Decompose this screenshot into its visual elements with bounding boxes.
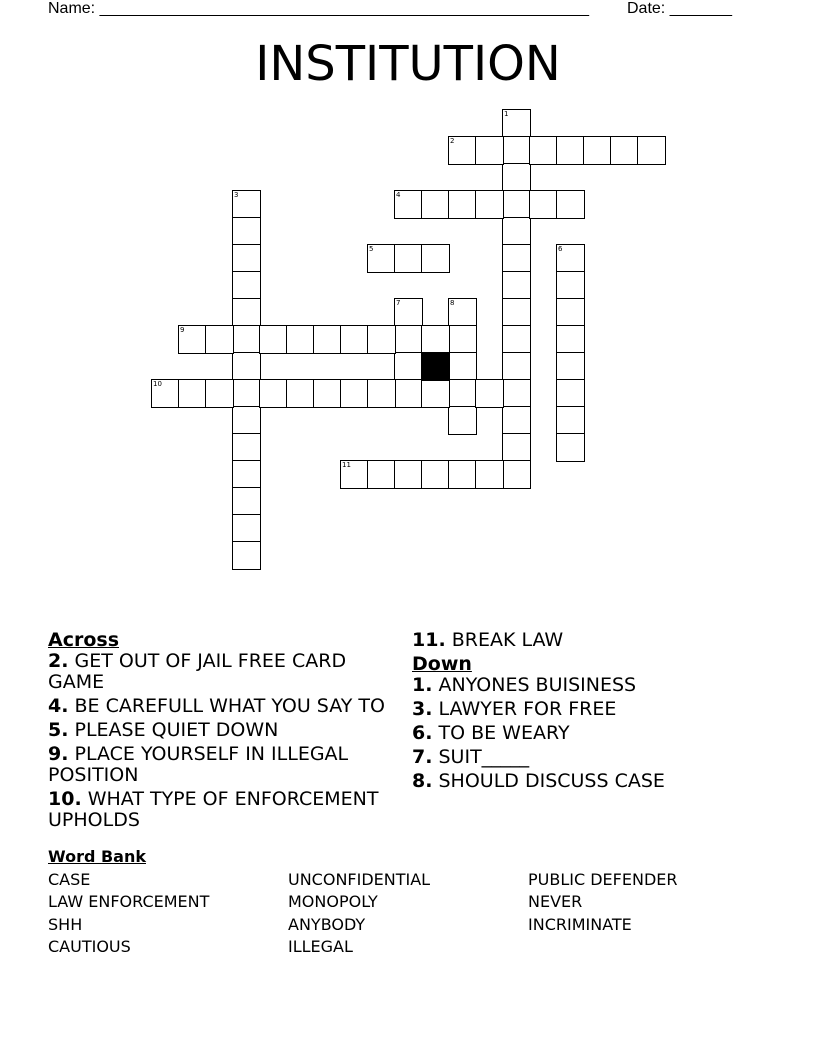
clue-text: WHAT TYPE OF ENFORCEMENT UPHOLDS: [48, 788, 379, 831]
clue-text: LAWYER FOR FREE: [438, 698, 617, 720]
down-heading: Down: [412, 653, 472, 675]
clue-number: 1.: [412, 674, 433, 696]
crossword-cell[interactable]: [421, 244, 450, 273]
clue-number: 3.: [412, 698, 433, 720]
crossword-cell[interactable]: [232, 325, 261, 354]
word-bank: [48, 846, 768, 959]
crossword-cell[interactable]: [178, 379, 207, 408]
cell-number: 10: [153, 380, 162, 388]
cell-number: 2: [450, 137, 455, 145]
crossword-cell[interactable]: [610, 136, 639, 165]
across-clue-4: [48, 696, 393, 717]
clue-text: BREAK LAW: [451, 629, 564, 651]
clue-number: 11.: [412, 629, 446, 651]
crossword-cell[interactable]: [232, 217, 261, 246]
crossword-cell[interactable]: [340, 460, 369, 489]
clue-number: 8.: [412, 770, 433, 792]
crossword-cell[interactable]: [367, 460, 396, 489]
clue-number: 5.: [48, 719, 69, 741]
crossword-cell[interactable]: [232, 298, 261, 327]
crossword-cell[interactable]: [232, 244, 261, 273]
across-clue-10: [48, 789, 393, 831]
crossword-cell[interactable]: [529, 190, 558, 219]
page-title: INSTITUTION: [255, 36, 561, 92]
crossword-cell[interactable]: [232, 352, 261, 381]
crossword-cell[interactable]: [394, 298, 423, 327]
crossword-cell[interactable]: [313, 379, 342, 408]
crossword-cell[interactable]: [394, 460, 423, 489]
crossword-cell[interactable]: [556, 325, 585, 354]
crossword-cell[interactable]: [556, 406, 585, 435]
cell-number: 6: [558, 245, 563, 253]
crossword-cell[interactable]: [502, 298, 531, 327]
word-bank-item: SHH: [48, 914, 83, 934]
across-clue-9: [48, 744, 393, 786]
crossword-cell[interactable]: [232, 190, 261, 219]
cell-number: 5: [369, 245, 374, 253]
crossword-cell[interactable]: [502, 163, 531, 192]
word-bank-item: CASE: [48, 869, 91, 889]
clue-text: SUIT_____: [438, 746, 530, 768]
crossword-cell[interactable]: [556, 298, 585, 327]
crossword-cell[interactable]: [529, 136, 558, 165]
crossword-cell[interactable]: [232, 460, 261, 489]
crossword-cell[interactable]: [502, 433, 531, 462]
crossword-cell[interactable]: [286, 379, 315, 408]
crossword-cell[interactable]: [583, 136, 612, 165]
across-clue-11: [412, 630, 792, 651]
clue-text: PLACE YOURSELF IN ILLEGAL POSITION: [48, 743, 349, 786]
across-clue-2: [48, 651, 393, 693]
crossword-cell[interactable]: [448, 190, 477, 219]
down-clue-7: [412, 747, 792, 768]
crossword-cell[interactable]: [502, 244, 531, 273]
crossword-cell[interactable]: [502, 460, 531, 489]
down-clue-3: [412, 699, 792, 720]
crossword-cell[interactable]: [448, 406, 477, 435]
crossword-cell[interactable]: [502, 325, 531, 354]
crossword-cell[interactable]: [340, 379, 369, 408]
crossword-cell[interactable]: [448, 136, 477, 165]
crossword-cell[interactable]: [637, 136, 666, 165]
word-bank-item: MONOPOLY: [288, 892, 378, 911]
crossword-cell[interactable]: [178, 325, 207, 354]
crossword-cell[interactable]: [556, 244, 585, 273]
crossword-cell[interactable]: [556, 379, 585, 408]
clues-column-right: [412, 630, 792, 795]
crossword-cell[interactable]: [232, 379, 261, 408]
crossword-cell[interactable]: [475, 136, 504, 165]
word-bank-item: CAUTIOUS: [48, 937, 131, 956]
crossword-cell[interactable]: [421, 460, 450, 489]
word-bank-list: [48, 869, 768, 959]
crossword-cell[interactable]: [367, 379, 396, 408]
down-clue-8: [412, 771, 792, 792]
crossword-cell[interactable]: [475, 379, 504, 408]
word-bank-item: INCRIMINATE: [528, 914, 632, 934]
word-bank-item: NEVER: [528, 892, 583, 911]
clue-text: ANYONES BUISINESS: [438, 674, 637, 696]
crossword-cell[interactable]: [556, 190, 585, 219]
crossword-cell[interactable]: [502, 136, 531, 165]
crossword-cell[interactable]: [313, 325, 342, 354]
crossword-cell[interactable]: [394, 325, 423, 354]
crossword-cell[interactable]: [394, 190, 423, 219]
crossword-cell[interactable]: [475, 460, 504, 489]
crossword-cell[interactable]: [340, 325, 369, 354]
crossword-cell[interactable]: [502, 217, 531, 246]
crossword-cell[interactable]: [286, 325, 315, 354]
cell-number: 8: [450, 299, 455, 307]
cell-number: 4: [396, 191, 401, 199]
clue-text: GET OUT OF JAIL FREE CARD GAME: [48, 650, 347, 693]
clue-text: BE CAREFULL WHAT YOU SAY TO: [74, 695, 385, 717]
crossword-cell[interactable]: [556, 136, 585, 165]
crossword-cell[interactable]: [151, 379, 180, 408]
cell-number: 9: [180, 326, 185, 334]
across-clue-5: [48, 720, 393, 741]
crossword-cell[interactable]: [502, 109, 531, 138]
crossword-cell[interactable]: [259, 379, 288, 408]
word-bank-item: ILLEGAL: [288, 937, 353, 956]
crossword-cell[interactable]: [421, 325, 450, 354]
crossword-cell[interactable]: [232, 271, 261, 300]
crossword-cell[interactable]: [475, 190, 504, 219]
word-bank-heading: Word Bank: [48, 847, 147, 866]
word-bank-item: LAW ENFORCEMENT: [48, 892, 210, 911]
clue-text: PLEASE QUIET DOWN: [74, 719, 279, 741]
crossword-cell[interactable]: [232, 487, 261, 516]
crossword-cell[interactable]: [502, 379, 531, 408]
crossword-cell[interactable]: [259, 325, 288, 354]
crossword-cell[interactable]: [205, 325, 234, 354]
crossword-cell[interactable]: [502, 352, 531, 381]
crossword-cell[interactable]: [232, 514, 261, 543]
date-field-label: Date: _______: [627, 0, 732, 17]
across-heading: Across: [48, 629, 120, 651]
black-block: [421, 352, 450, 381]
down-clue-6: [412, 723, 792, 744]
crossword-cell[interactable]: [367, 244, 396, 273]
cell-number: 11: [342, 461, 351, 469]
down-clue-1: [412, 675, 792, 696]
cell-number: 7: [396, 299, 401, 307]
crossword-cell[interactable]: [556, 352, 585, 381]
crossword-cell[interactable]: [448, 298, 477, 327]
clue-number: 9.: [48, 743, 69, 765]
crossword-cell[interactable]: [421, 190, 450, 219]
clue-number: 10.: [48, 788, 82, 810]
clue-number: 7.: [412, 746, 433, 768]
crossword-cell[interactable]: [232, 406, 261, 435]
crossword-cell[interactable]: [448, 352, 477, 381]
crossword-cell[interactable]: [502, 271, 531, 300]
clue-number: 2.: [48, 650, 69, 672]
clue-text: TO BE WEARY: [438, 722, 570, 744]
crossword-cell[interactable]: [394, 244, 423, 273]
crossword-cell[interactable]: [448, 325, 477, 354]
crossword-cell[interactable]: [421, 379, 450, 408]
crossword-cell[interactable]: [556, 271, 585, 300]
crossword-cell[interactable]: [448, 379, 477, 408]
crossword-cell[interactable]: [394, 379, 423, 408]
crossword-cell[interactable]: [556, 433, 585, 462]
crossword-cell[interactable]: [232, 541, 261, 570]
name-field-label: Name: _______________________________________________________: [48, 0, 589, 17]
word-bank-item: UNCONFIDENTIAL: [288, 869, 431, 889]
clue-text: SHOULD DISCUSS CASE: [438, 770, 665, 792]
cell-number: 1: [504, 110, 509, 118]
clue-number: 4.: [48, 695, 69, 717]
word-bank-item: PUBLIC DEFENDER: [528, 869, 678, 889]
crossword-cell[interactable]: [448, 460, 477, 489]
crossword-cell[interactable]: [232, 433, 261, 462]
crossword-cell[interactable]: [394, 352, 423, 381]
crossword-cell[interactable]: [205, 379, 234, 408]
word-bank-item: ANYBODY: [288, 914, 366, 934]
clues-column-left: [48, 630, 393, 834]
cell-number: 3: [234, 191, 239, 199]
crossword-cell[interactable]: [502, 190, 531, 219]
crossword-cell[interactable]: [367, 325, 396, 354]
crossword-cell[interactable]: [502, 406, 531, 435]
clue-number: 6.: [412, 722, 433, 744]
